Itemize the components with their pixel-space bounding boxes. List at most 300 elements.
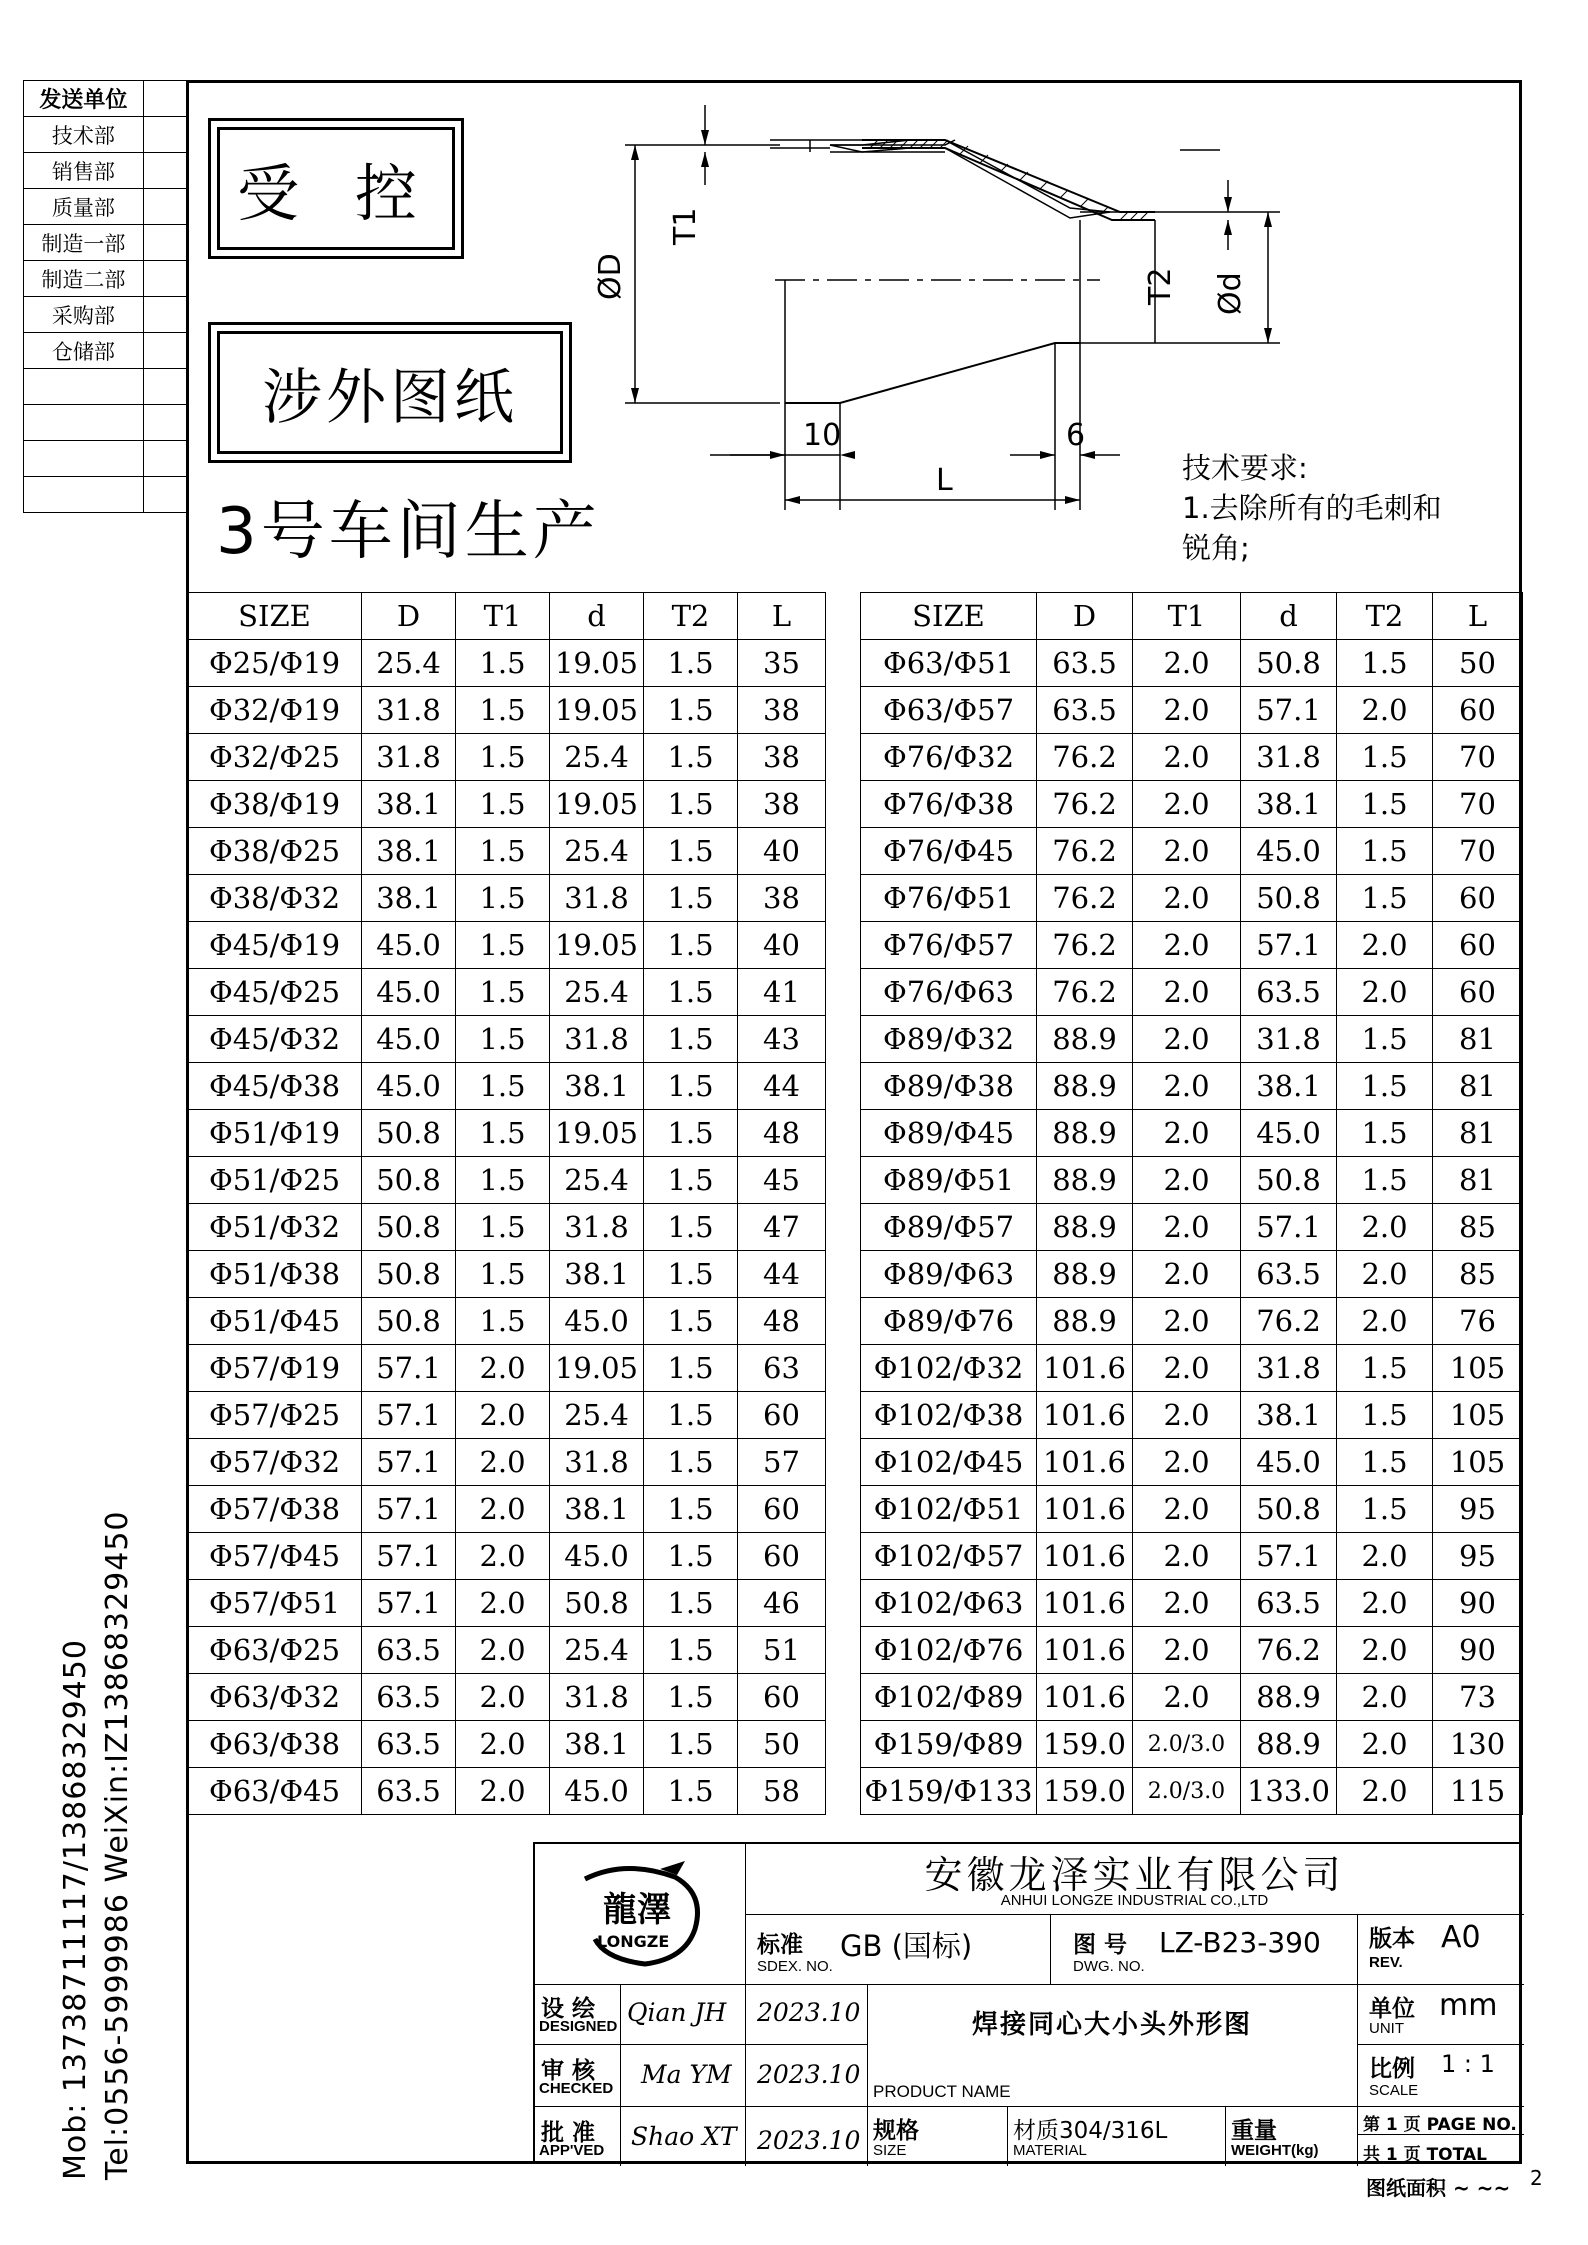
table-row <box>861 687 1523 734</box>
table-cell: Φ45/Φ19 <box>188 922 362 969</box>
table-cell: 63.5 <box>1037 687 1133 734</box>
table-cell: 2.0 <box>1133 1533 1241 1580</box>
table-cell: Φ57/Φ38 <box>188 1486 362 1533</box>
table-cell: 1.5 <box>1337 640 1433 687</box>
table-cell: 60 <box>738 1392 826 1439</box>
table-cell: Φ57/Φ25 <box>188 1392 362 1439</box>
column-header: D <box>362 593 456 640</box>
dim-t2-label: T2 <box>1143 267 1178 305</box>
table-row <box>861 1251 1523 1298</box>
table-cell: 25.4 <box>550 969 644 1016</box>
table-cell: 70 <box>1433 734 1523 781</box>
table-header-row <box>861 593 1523 640</box>
column-header: D <box>1037 593 1133 640</box>
table-cell: 1.5 <box>456 969 550 1016</box>
table-cell: 81 <box>1433 1063 1523 1110</box>
page-total: 共 1 页 TOTAL <box>1363 2145 1487 2165</box>
size-table-right <box>860 592 1523 1815</box>
checked-label-cn: 审 核 <box>541 2058 596 2084</box>
table-cell: 2.0 <box>1133 1486 1241 1533</box>
table-cell: 45.0 <box>1241 1439 1337 1486</box>
company-name-en: ANHUI LONGZE INDUSTRIAL CO.,LTD <box>1000 1892 1269 1909</box>
table-cell: 60 <box>738 1486 826 1533</box>
table-cell: Φ51/Φ32 <box>188 1204 362 1251</box>
table-cell: 2.0 <box>456 1392 550 1439</box>
table-cell: 88.9 <box>1037 1157 1133 1204</box>
table-cell: 2.0 <box>1133 1016 1241 1063</box>
table-cell: 130 <box>1433 1721 1523 1768</box>
table-cell: 1.5 <box>456 922 550 969</box>
table-cell: Φ57/Φ32 <box>188 1439 362 1486</box>
table-cell: 1.5 <box>456 640 550 687</box>
dwg-label-en: DWG. NO. <box>1073 1958 1145 1975</box>
table-cell: 1.5 <box>1337 1110 1433 1157</box>
table-cell: Φ32/Φ25 <box>188 734 362 781</box>
distribution-header: 发送单位 <box>24 81 144 117</box>
table-row <box>861 969 1523 1016</box>
size-label-cn: 规格 <box>873 2118 919 2144</box>
table-cell: 31.8 <box>362 687 456 734</box>
table-cell: 44 <box>738 1251 826 1298</box>
designed-label-cn: 设 绘 <box>541 1996 596 2022</box>
company-name-cn: 安徽龙泽实业有限公司 <box>924 1853 1345 1897</box>
table-cell: 2.0 <box>1133 1674 1241 1721</box>
table-cell: 1.5 <box>1337 1016 1433 1063</box>
table-cell: 50 <box>1433 640 1523 687</box>
table-cell: 2.0 <box>1133 1345 1241 1392</box>
table-cell: 38.1 <box>362 828 456 875</box>
table-row <box>861 734 1523 781</box>
table-row <box>188 1392 826 1439</box>
dim-l-label: L <box>936 463 953 498</box>
table-cell: 88.9 <box>1037 1204 1133 1251</box>
table-cell: 31.8 <box>1241 1345 1337 1392</box>
table-cell: 19.05 <box>550 922 644 969</box>
column-header: T1 <box>456 593 550 640</box>
table-cell: Φ102/Φ32 <box>861 1345 1037 1392</box>
distribution-department <box>24 369 144 405</box>
table-cell: 38.1 <box>362 875 456 922</box>
table-cell: 57.1 <box>362 1486 456 1533</box>
drawing-area-label: 图纸面积 ~ ~~ <box>1366 2176 1511 2200</box>
scale-label-en: SCALE <box>1369 2082 1419 2099</box>
table-cell: 38.1 <box>550 1063 644 1110</box>
table-cell: 48 <box>738 1298 826 1345</box>
table-cell: 2.0 <box>1337 1721 1433 1768</box>
table-cell: 2.0 <box>1133 1392 1241 1439</box>
table-cell: 1.5 <box>456 1110 550 1157</box>
table-cell: 1.5 <box>1337 781 1433 828</box>
table-cell: 2.0 <box>1133 781 1241 828</box>
distribution-department: 制造一部 <box>24 225 144 261</box>
table-cell: 2.0 <box>456 1533 550 1580</box>
table-cell: 81 <box>1433 1016 1523 1063</box>
page-no: 第 1 页 PAGE NO. <box>1363 2115 1517 2135</box>
table-cell: 1.5 <box>644 781 738 828</box>
table-cell: 50.8 <box>1241 875 1337 922</box>
table-row <box>188 734 826 781</box>
table-cell: Φ102/Φ76 <box>861 1627 1037 1674</box>
dim-small-d-label: Ød <box>1213 272 1248 315</box>
table-cell: 1.5 <box>1337 875 1433 922</box>
table-cell: Φ89/Φ45 <box>861 1110 1037 1157</box>
table-cell: Φ63/Φ51 <box>861 640 1037 687</box>
table-cell: 1.5 <box>644 1392 738 1439</box>
table-cell: 38 <box>738 875 826 922</box>
table-cell: 105 <box>1433 1439 1523 1486</box>
table-cell: 1.5 <box>644 1768 738 1815</box>
table-cell: Φ159/Φ89 <box>861 1721 1037 1768</box>
table-cell: 133.0 <box>1241 1768 1337 1815</box>
table-cell: Φ63/Φ38 <box>188 1721 362 1768</box>
column-header: SIZE <box>861 593 1037 640</box>
table-cell: 25.4 <box>550 734 644 781</box>
table-cell: 60 <box>1433 969 1523 1016</box>
table-row <box>861 1721 1523 1768</box>
table-row <box>188 969 826 1016</box>
table-cell: 57.1 <box>1241 922 1337 969</box>
table-cell: 19.05 <box>550 687 644 734</box>
table-cell: 1.5 <box>644 1627 738 1674</box>
table-cell: 63.5 <box>362 1768 456 1815</box>
table-cell: 2.0 <box>456 1580 550 1627</box>
table-cell: Φ102/Φ57 <box>861 1533 1037 1580</box>
table-cell: Φ159/Φ133 <box>861 1768 1037 1815</box>
table-cell: 57 <box>738 1439 826 1486</box>
table-row <box>188 640 826 687</box>
table-row <box>188 828 826 875</box>
table-row <box>188 1439 826 1486</box>
table-cell: Φ51/Φ19 <box>188 1110 362 1157</box>
table-cell: 2.0 <box>1133 1627 1241 1674</box>
table-cell: 63.5 <box>1241 1251 1337 1298</box>
table-row <box>188 1345 826 1392</box>
table-cell: 63.5 <box>362 1674 456 1721</box>
table-cell: 85 <box>1433 1251 1523 1298</box>
table-cell: 38.1 <box>1241 1063 1337 1110</box>
distribution-list <box>23 80 187 513</box>
table-cell: 76.2 <box>1037 734 1133 781</box>
distribution-department <box>24 405 144 441</box>
distribution-check-cell <box>143 225 186 261</box>
table-cell: 38.1 <box>550 1486 644 1533</box>
table-row <box>188 1768 826 1815</box>
distribution-department <box>24 477 144 513</box>
table-cell: Φ51/Φ38 <box>188 1251 362 1298</box>
table-cell: 50.8 <box>362 1251 456 1298</box>
table-cell: 88.9 <box>1037 1251 1133 1298</box>
table-cell: 45.0 <box>362 922 456 969</box>
table-cell: 45.0 <box>362 969 456 1016</box>
tech-requirements-line2: 锐角; <box>1182 531 1250 565</box>
table-cell: 38.1 <box>550 1721 644 1768</box>
table-cell: 70 <box>1433 828 1523 875</box>
designed-date: 2023.10 <box>757 1998 861 2027</box>
table-cell: 76.2 <box>1241 1627 1337 1674</box>
table-cell: Φ25/Φ19 <box>188 640 362 687</box>
table-cell: 38.1 <box>362 781 456 828</box>
table-cell: 2.0 <box>1133 1204 1241 1251</box>
table-cell: 38.1 <box>550 1251 644 1298</box>
table-cell: 43 <box>738 1016 826 1063</box>
table-cell: 101.6 <box>1037 1674 1133 1721</box>
table-cell: 2.0/3.0 <box>1133 1768 1241 1815</box>
table-row <box>861 1392 1523 1439</box>
contact-tel-weixin: Tel:0556-5999986 WeiXin:IZ13868329450 <box>100 1510 135 2180</box>
distribution-department: 销售部 <box>24 153 144 189</box>
table-cell: 50.8 <box>550 1580 644 1627</box>
column-header: T1 <box>1133 593 1241 640</box>
table-cell: Φ76/Φ32 <box>861 734 1037 781</box>
approved-date: 2023.10 <box>757 2126 861 2155</box>
table-cell: 38 <box>738 687 826 734</box>
table-cell: 45.0 <box>1241 1110 1337 1157</box>
table-cell: 63.5 <box>1037 640 1133 687</box>
table-cell: 45.0 <box>362 1063 456 1110</box>
table-cell: 1.5 <box>644 1251 738 1298</box>
table-cell: 2.0 <box>456 1674 550 1721</box>
designed-label-en: DESIGNED <box>539 2018 618 2035</box>
size-label-en: SIZE <box>873 2142 907 2159</box>
table-row <box>861 1016 1523 1063</box>
table-cell: 76.2 <box>1037 781 1133 828</box>
table-row <box>861 1110 1523 1157</box>
unit-value: mm <box>1439 1988 1498 2023</box>
table-row <box>861 828 1523 875</box>
distribution-check-cell <box>143 153 186 189</box>
table-cell: 2.0 <box>1133 1157 1241 1204</box>
column-header: SIZE <box>188 593 362 640</box>
table-row <box>188 1110 826 1157</box>
table-row <box>188 1298 826 1345</box>
foreign-drawing-stamp-text: 涉外图纸 <box>217 331 563 454</box>
table-cell: 101.6 <box>1037 1533 1133 1580</box>
rev-value: A0 <box>1441 1920 1481 1955</box>
table-cell: Φ102/Φ38 <box>861 1392 1037 1439</box>
workshop-label: 3号车间生产 <box>216 495 601 569</box>
material-label-cn: 材质304/316L <box>1013 2118 1168 2144</box>
table-cell: 50.8 <box>362 1110 456 1157</box>
table-cell: 1.5 <box>644 922 738 969</box>
table-cell: 38.1 <box>1241 1392 1337 1439</box>
table-cell: 1.5 <box>644 687 738 734</box>
table-cell: 51 <box>738 1627 826 1674</box>
table-cell: 2.0 <box>456 1486 550 1533</box>
table-cell: 46 <box>738 1580 826 1627</box>
table-cell: 101.6 <box>1037 1439 1133 1486</box>
table-cell: 2.0 <box>1133 734 1241 781</box>
table-cell: 115 <box>1433 1768 1523 1815</box>
table-cell: 38.1 <box>1241 781 1337 828</box>
table-cell: 45.0 <box>362 1016 456 1063</box>
table-row <box>861 640 1523 687</box>
table-cell: 19.05 <box>550 640 644 687</box>
table-cell: 47 <box>738 1204 826 1251</box>
logo-sub: LONGZE <box>597 1932 670 1951</box>
table-row <box>861 1063 1523 1110</box>
distribution-check-cell <box>143 369 186 405</box>
table-cell: 50.8 <box>362 1204 456 1251</box>
table-cell: 1.5 <box>1337 1345 1433 1392</box>
table-cell: 31.8 <box>550 1674 644 1721</box>
table-cell: 2.0 <box>456 1721 550 1768</box>
table-row <box>861 781 1523 828</box>
table-row <box>188 1063 826 1110</box>
distribution-department: 技术部 <box>24 117 144 153</box>
table-cell: 63.5 <box>1241 1580 1337 1627</box>
table-cell: 50.8 <box>1241 1486 1337 1533</box>
table-cell: Φ57/Φ45 <box>188 1533 362 1580</box>
table-cell: 81 <box>1433 1110 1523 1157</box>
table-cell: 31.8 <box>1241 1016 1337 1063</box>
product-name-value: 焊接同心大小头外形图 <box>971 2010 1252 2040</box>
table-cell: 25.4 <box>550 1392 644 1439</box>
table-cell: 105 <box>1433 1345 1523 1392</box>
distribution-check-cell <box>143 297 186 333</box>
table-cell: 57.1 <box>1241 1533 1337 1580</box>
table-cell: 2.0 <box>1337 687 1433 734</box>
table-cell: 1.5 <box>1337 734 1433 781</box>
dim-d-label: ØD <box>593 253 628 300</box>
table-cell: 2.0 <box>456 1768 550 1815</box>
table-row <box>861 1627 1523 1674</box>
table-cell: 1.5 <box>644 1204 738 1251</box>
table-cell: Φ76/Φ63 <box>861 969 1037 1016</box>
weight-label-en: WEIGHT(kg) <box>1231 2142 1319 2159</box>
table-cell: Φ89/Φ51 <box>861 1157 1037 1204</box>
table-row <box>188 1251 826 1298</box>
material-label-en: MATERIAL <box>1013 2142 1087 2159</box>
table-cell: 2.0 <box>1337 1768 1433 1815</box>
table-header-row <box>188 593 826 640</box>
table-cell: 2.0 <box>1337 1251 1433 1298</box>
distribution-check-cell <box>143 333 186 369</box>
table-cell: 1.5 <box>456 828 550 875</box>
distribution-department: 采购部 <box>24 297 144 333</box>
table-cell: Φ51/Φ45 <box>188 1298 362 1345</box>
table-cell: Φ51/Φ25 <box>188 1157 362 1204</box>
table-cell: 31.8 <box>550 1016 644 1063</box>
table-cell: Φ89/Φ63 <box>861 1251 1037 1298</box>
table-cell: 1.5 <box>1337 1439 1433 1486</box>
table-cell: 19.05 <box>550 1345 644 1392</box>
table-row <box>188 1204 826 1251</box>
table-cell: 57.1 <box>362 1533 456 1580</box>
table-cell: 88.9 <box>1037 1110 1133 1157</box>
table-cell: 57.1 <box>362 1439 456 1486</box>
table-cell: 41 <box>738 969 826 1016</box>
table-cell: Φ38/Φ32 <box>188 875 362 922</box>
table-cell: 1.5 <box>456 687 550 734</box>
table-cell: 60 <box>1433 875 1523 922</box>
table-cell: 76.2 <box>1037 922 1133 969</box>
table-cell: Φ45/Φ38 <box>188 1063 362 1110</box>
table-cell: 1.5 <box>644 1016 738 1063</box>
table-cell: 45.0 <box>1241 828 1337 875</box>
table-cell: 88.9 <box>1241 1674 1337 1721</box>
distribution-department <box>24 441 144 477</box>
standard-label-en: SDEX. NO. <box>757 1958 833 1975</box>
table-cell: 2.0 <box>1133 1298 1241 1345</box>
table-cell: 2.0 <box>1337 1580 1433 1627</box>
table-row <box>861 1439 1523 1486</box>
table-cell: 50 <box>738 1721 826 1768</box>
table-cell: 60 <box>1433 687 1523 734</box>
table-cell: 2.0 <box>456 1627 550 1674</box>
table-row <box>861 1204 1523 1251</box>
table-row <box>188 1627 826 1674</box>
table-row <box>861 1157 1523 1204</box>
table-cell: 1.5 <box>456 875 550 922</box>
rev-label-cn: 版本 <box>1369 1926 1415 1952</box>
table-row <box>861 1345 1523 1392</box>
table-cell: 2.0 <box>1337 922 1433 969</box>
distribution-department: 质量部 <box>24 189 144 225</box>
table-cell: 1.5 <box>456 1298 550 1345</box>
table-cell: 1.5 <box>644 1439 738 1486</box>
table-cell: 1.5 <box>456 1016 550 1063</box>
scale-value: 1 : 1 <box>1441 2050 1495 2078</box>
table-cell: 40 <box>738 828 826 875</box>
table-cell: 159.0 <box>1037 1768 1133 1815</box>
table-row <box>861 1580 1523 1627</box>
table-cell: 95 <box>1433 1486 1523 1533</box>
table-row <box>188 1721 826 1768</box>
table-cell: 1.5 <box>644 1157 738 1204</box>
table-cell: 1.5 <box>644 1721 738 1768</box>
table-cell: Φ76/Φ45 <box>861 828 1037 875</box>
table-cell: 40 <box>738 922 826 969</box>
table-cell: 2.0 <box>1337 1298 1433 1345</box>
table-cell: 76.2 <box>1241 1298 1337 1345</box>
title-block <box>533 1842 1522 2164</box>
company-logo <box>535 1844 745 1984</box>
table-cell: 1.5 <box>644 640 738 687</box>
table-cell: Φ38/Φ25 <box>188 828 362 875</box>
table-cell: 2.0 <box>1133 875 1241 922</box>
table-cell: 50.8 <box>1241 1157 1337 1204</box>
table-cell: Φ89/Φ32 <box>861 1016 1037 1063</box>
table-cell: 101.6 <box>1037 1392 1133 1439</box>
table-cell: 2.0 <box>1133 969 1241 1016</box>
table-cell: 1.5 <box>644 1063 738 1110</box>
column-header: L <box>1433 593 1523 640</box>
table-row <box>188 1580 826 1627</box>
column-header: d <box>1241 593 1337 640</box>
table-cell: 1.5 <box>456 1251 550 1298</box>
table-cell: Φ102/Φ51 <box>861 1486 1037 1533</box>
column-header: d <box>550 593 644 640</box>
size-table-left <box>187 592 826 1815</box>
table-cell: 2.0 <box>1133 1110 1241 1157</box>
table-cell: 63 <box>738 1345 826 1392</box>
table-cell: 1.5 <box>644 1674 738 1721</box>
table-cell: 2.0 <box>1133 687 1241 734</box>
table-cell: 57.1 <box>362 1580 456 1627</box>
contact-mobile: Mob: 13738711117/13868329450 <box>58 1639 93 2180</box>
table-cell: 105 <box>1433 1392 1523 1439</box>
table-cell: 57.1 <box>362 1345 456 1392</box>
table-cell: 95 <box>1433 1533 1523 1580</box>
table-cell: 31.8 <box>1241 734 1337 781</box>
column-header: L <box>738 593 826 640</box>
table-cell: 2.0 <box>1337 1533 1433 1580</box>
table-cell: 60 <box>738 1674 826 1721</box>
table-cell: Φ89/Φ76 <box>861 1298 1037 1345</box>
designed-name: Qian JH <box>627 1998 727 2027</box>
table-cell: Φ63/Φ45 <box>188 1768 362 1815</box>
distribution-department: 制造二部 <box>24 261 144 297</box>
